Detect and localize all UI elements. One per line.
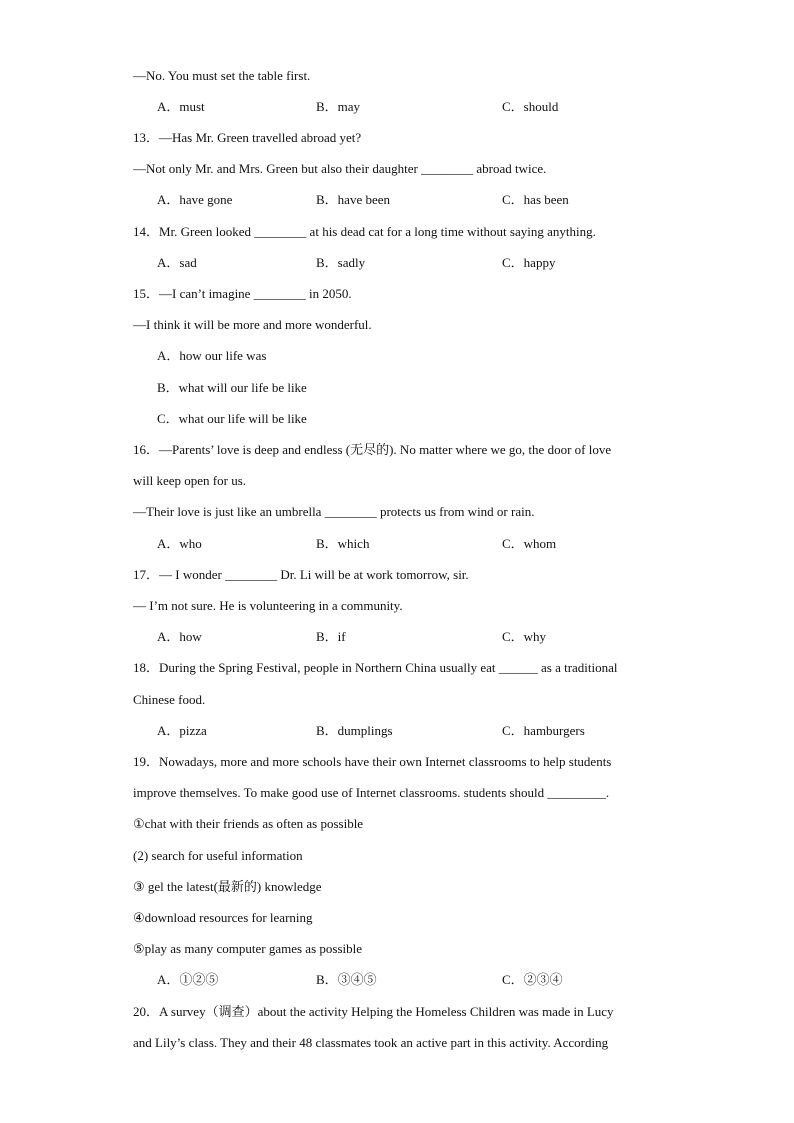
q19-option-b: B．③④⑤ [316, 972, 377, 987]
q16-option-c: C．whom [502, 536, 557, 551]
q16-question-line2: will keep open for us. [133, 473, 247, 488]
q18-option-c: C．hamburgers [502, 723, 585, 738]
q13-options [0, 191, 794, 209]
q13-response: —Not only Mr. and Mrs. Green but also their daughter ________ abroad twice. [133, 161, 547, 176]
q14-options [0, 254, 794, 272]
q17-option-c: C．why [502, 629, 547, 644]
q12-option-c: C．should [502, 99, 559, 114]
q17-option-a: A．how [157, 629, 202, 644]
q16-options [0, 535, 794, 553]
q19-item-5: ⑤play as many computer games as possible [133, 941, 362, 956]
q19-options [0, 971, 794, 989]
q19-item-2: (2) search for useful information [133, 848, 303, 863]
q18-option-b: B．dumplings [316, 723, 393, 738]
q14-question: 14．Mr. Green looked ________ at his dead cat for a long time without saying anything. [133, 224, 596, 239]
q18-question-line1: 18．During the Spring Festival, people in Northern China usually eat ______ as a traditional [133, 660, 618, 675]
q13-option-a: A．have gone [157, 192, 233, 207]
q15-option-c: C．what our life will be like [157, 411, 307, 426]
q17-options [0, 628, 794, 646]
q12-answer-line: —No. You must set the table first. [133, 68, 311, 83]
q18-option-a: A．pizza [157, 723, 207, 738]
q13-option-c: C．has been [502, 192, 569, 207]
q16-option-a: A．who [157, 536, 202, 551]
q15-question: 15．—I can’t imagine ________ in 2050. [133, 286, 352, 301]
q19-item-1: ①chat with their friends as often as possible [133, 816, 364, 831]
q15-response: —I think it will be more and more wonderful. [133, 317, 372, 332]
q17-option-b: B．if [316, 629, 346, 644]
q12-options [0, 98, 794, 116]
q17-question: 17．— I wonder ________ Dr. Li will be at work tomorrow, sir. [133, 567, 469, 582]
q13-option-b: B．have been [316, 192, 391, 207]
q15-option-b: B．what will our life be like [157, 380, 307, 395]
q20-question-line1: 20．A survey（调查）about the activity Helping the Homeless Children was made in Lucy [133, 1004, 614, 1019]
q16-option-b: B．which [316, 536, 370, 551]
q12-option-a: A．must [157, 99, 205, 114]
q19-option-a: A．①②⑤ [157, 972, 219, 987]
q20-question-line2: and Lily’s class. They and their 48 classmates took an active part in this activity. According [133, 1035, 609, 1050]
q13-question: 13．—Has Mr. Green travelled abroad yet? [133, 130, 362, 145]
q16-question-line1: 16．—Parents’ love is deep and endless (无尽的). No matter where we go, the door of love [133, 442, 612, 457]
q19-item-3: ③ gel the latest(最新的) knowledge [133, 879, 322, 894]
q19-question-line1: 19．Nowadays, more and more schools have their own Internet classrooms to help students [133, 754, 612, 769]
q17-response: — I’m not sure. He is volunteering in a community. [133, 598, 403, 613]
q12-option-b: B．may [316, 99, 361, 114]
q19-option-c: C．②③④ [502, 972, 563, 987]
q14-option-a: A．sad [157, 255, 197, 270]
q18-question-line2: Chinese food. [133, 692, 206, 707]
q14-option-c: C．happy [502, 255, 556, 270]
q19-question-line2: improve themselves. To make good use of Internet classrooms. students should _________. [133, 785, 610, 800]
q14-option-b: B．sadly [316, 255, 366, 270]
q16-response: —Their love is just like an umbrella ________ protects us from wind or rain. [133, 504, 535, 519]
q18-options [0, 722, 794, 740]
q15-option-a: A．how our life was [157, 348, 267, 363]
q19-item-4: ④download resources for learning [133, 910, 313, 925]
